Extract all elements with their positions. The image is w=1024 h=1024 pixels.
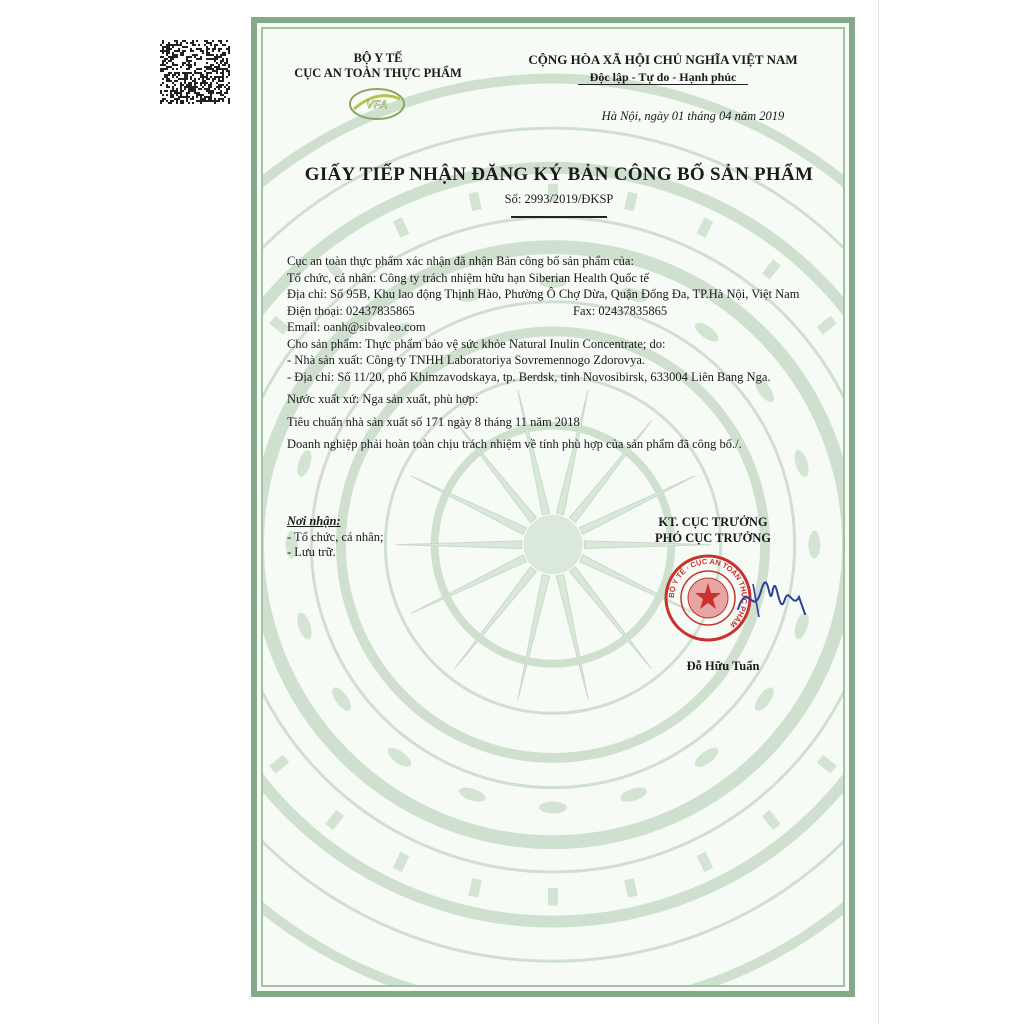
recipient-item: - Lưu trữ. xyxy=(287,545,336,559)
recipients-block xyxy=(287,514,527,561)
motto-underline xyxy=(578,84,748,85)
signatory-title xyxy=(613,514,813,546)
certificate-body xyxy=(287,253,835,453)
issue-date: Hà Nội, ngày 01 tháng 04 năm 2019 xyxy=(601,109,785,123)
certificate xyxy=(251,17,855,997)
issuing-agency xyxy=(283,51,473,81)
number-underline xyxy=(511,216,607,218)
address-text: Địa chỉ: Số 95B, Khu lao động Thịnh Hào, Phường Ô Chợ Dừa, Quận Đống Đa, TP.Hà Nội, Việt Nam xyxy=(287,287,800,301)
ministry-name: BỘ Y TẾ xyxy=(353,51,403,65)
document-title: GIẤY TIẾP NHẬN ĐĂNG KÝ BẢN CÔNG BỐ SẢN PHẨM xyxy=(304,164,814,185)
standard-text: Tiêu chuẩn nhà sản xuất số 171 ngày 8 tháng 11 năm 2018 xyxy=(287,414,580,429)
manufacturer-text: - Nhà sản xuất: Công ty TNHH Laboratoriya Sovremennogo Zdorovya. xyxy=(287,353,646,367)
recipients-title: Nơi nhận: xyxy=(287,514,341,528)
agency-name: CỤC AN TOÀN THỰC PHẨM xyxy=(294,66,462,80)
fax-text: Fax: 02437835865 xyxy=(573,303,668,318)
certificate-inner-frame xyxy=(261,27,845,987)
manufacturer-address-text: - Địa chỉ: Số 11/20, phố Khimzavodskaya, tp. Berdsk, tỉnh Novosibirsk, 633004 Liên Bang Nga. xyxy=(287,369,771,384)
national-motto: Độc lập - Tự do - Hạnh phúc xyxy=(589,70,737,84)
page-margin-strip xyxy=(878,0,1024,1024)
intro-text: Cục an toàn thực phẩm xác nhận đã nhận Bản công bố sản phẩm của: xyxy=(287,254,634,268)
organization-text: Tổ chức, cá nhân: Công ty trách nhiệm hữu hạn Siberian Health Quốc tế xyxy=(287,270,650,285)
country-name: CỘNG HÒA XÃ HỘI CHỦ NGHĨA VIỆT NAM xyxy=(528,52,798,67)
recipient-item: - Tổ chức, cá nhân; xyxy=(287,529,384,544)
email-text: Email: oanh@sibvaleo.com xyxy=(287,320,426,334)
qr-code-icon xyxy=(160,40,230,104)
product-text: Cho sản phẩm: Thực phẩm bảo vệ sức khỏe Natural Inulin Concentrate; do: xyxy=(287,336,666,351)
responsibility-text: Doanh nghiệp phải hoàn toàn chịu trách nhiệm về tính phù hợp của sản phẩm đã công bố./. xyxy=(287,437,742,451)
signatory-line2: PHÓ CỤC TRƯỞNG xyxy=(655,531,771,545)
national-header xyxy=(493,51,833,86)
signatory-line1: KT. CỤC TRƯỞNG xyxy=(658,515,768,529)
document-number: Số: 2993/2019/ĐKSP xyxy=(504,192,614,206)
signer-name: Đỗ Hữu Tuấn xyxy=(686,659,760,673)
origin-text: Nước xuất xứ: Nga sản xuất, phù hợp: xyxy=(287,392,479,406)
phone-text: Điện thoại: 02437835865 xyxy=(287,303,415,318)
vfa-logo-icon xyxy=(348,87,406,121)
contact-row xyxy=(287,303,835,320)
handwritten-signature xyxy=(733,569,813,629)
vfa-logo-text: VFA xyxy=(366,99,388,111)
seal-text: BỘ Y TẾ · CỤC AN TOÀN THỰC PHẨM xyxy=(666,556,750,630)
